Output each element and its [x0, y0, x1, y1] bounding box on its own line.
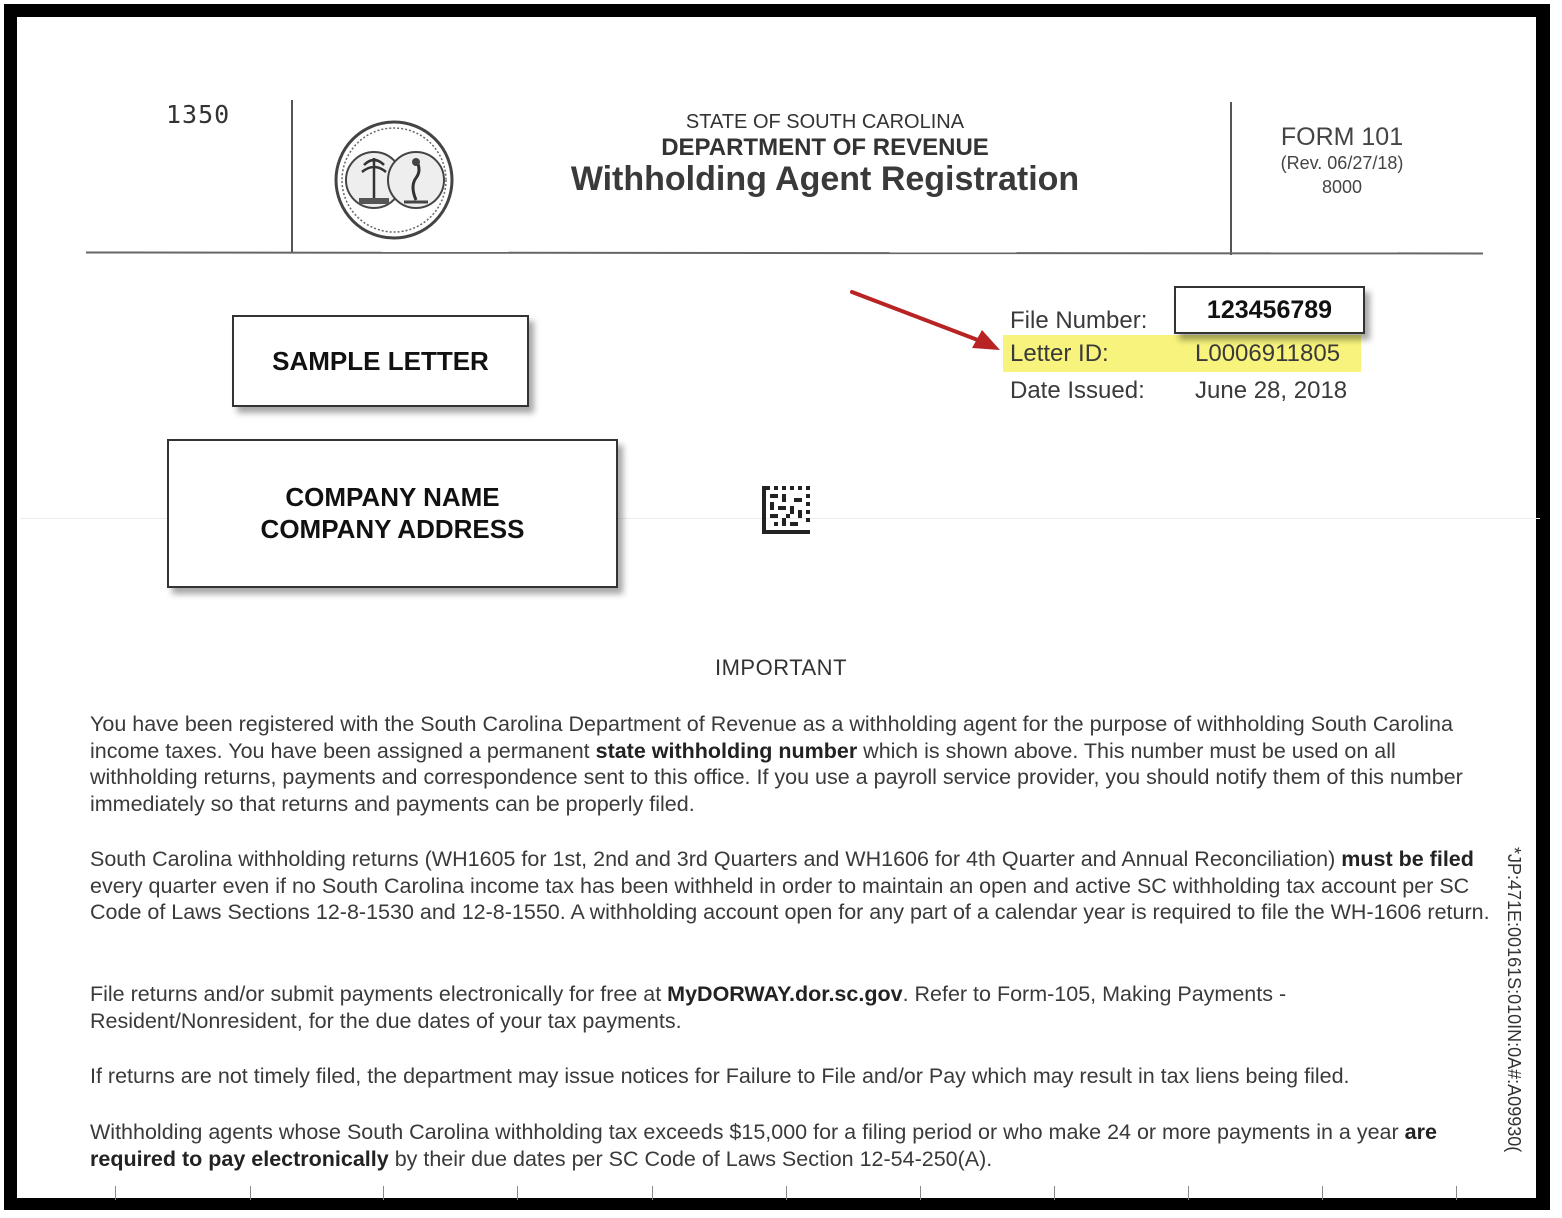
side-tracking-text: *JP:471E:00161S:010IN:0A#:A09930( — [1504, 847, 1524, 1153]
tick-mark — [1456, 1186, 1457, 1200]
form-id: 8000 — [1321, 177, 1363, 197]
form-number: FORM 101 — [1280, 123, 1404, 151]
side-tracking-code — [1478, 845, 1538, 1185]
tick-mark — [786, 1186, 787, 1200]
date-issued-value: June 28, 2018 — [1195, 377, 1348, 404]
tick-mark — [250, 1186, 251, 1200]
paragraph-electronic-filing: File returns and/or submit payments electronically for free at MyDORWAY.dor.sc.gov. Refer to Form-105, Making Payments - Resident/Nonresident, for the due dates of your tax payments. — [90, 982, 1287, 1033]
form-code: 1350 — [166, 100, 231, 129]
sample-letter-callout: SAMPLE LETTER — [232, 315, 529, 407]
tick-mark — [1054, 1186, 1055, 1200]
state-name: STATE OF SOUTH CAROLINA — [685, 111, 965, 133]
header-divider-right — [1230, 102, 1232, 255]
tick-mark — [517, 1186, 518, 1200]
company-address: COMPANY ADDRESS — [260, 514, 525, 544]
datamatrix-barcode-icon — [762, 486, 810, 534]
arrow-icon — [848, 286, 1008, 356]
tick-mark — [115, 1186, 116, 1200]
company-address-callout — [167, 439, 618, 588]
paragraph-registration: You have been registered with the South Carolina Department of Revenue as a withholding agent for the purpose of withholding South Carolina income taxes. You have been assigned a permanent state withholding number which is shown above. This number must be used on all withholding returns, payments and correspondence sent to this office. If you use a payroll service provider, you should notify them of this number immediately so that returns and payments can be properly filed. — [90, 712, 1463, 816]
document-title: Withholding Agent Registration — [570, 160, 1080, 198]
important-heading: IMPORTANT — [714, 655, 848, 680]
tick-mark — [383, 1186, 384, 1200]
department-name: DEPARTMENT OF REVENUE — [661, 134, 989, 161]
letter-id-label: Letter ID: — [1010, 340, 1109, 367]
paragraph-returns: South Carolina withholding returns (WH1605 for 1st, 2nd and 3rd Quarters and WH1606 for 4th Quarter and Annual Reconciliation) must be filed every quarter even if no South Carolina income tax has been withheld in order to maintain an open and active SC withholding tax account per SC Code of Laws Sections 12-8-1530 and 12-8-1550. A withholding account open for any part of a calendar year is required to file the WH-1606 return. — [90, 847, 1490, 924]
header-divider-left — [291, 100, 293, 253]
letter-id-value: L0006911805 — [1195, 340, 1341, 367]
tick-mark — [1322, 1186, 1323, 1200]
paragraph-penalties: If returns are not timely filed, the department may issue notices for Failure to File and/or Pay which may result in tax liens being filed. — [90, 1064, 1350, 1088]
state-seal-icon — [334, 120, 455, 241]
tick-mark — [920, 1186, 921, 1200]
tick-mark — [652, 1186, 653, 1200]
paragraph-electronic-payment: Withholding agents whose South Carolina withholding tax exceeds $15,000 for a filing period or who make 24 or more payments in a year are required to pay electronically by their due dates per SC Code of Laws Section 12-54-250(A). — [90, 1120, 1437, 1171]
date-issued-label: Date Issued: — [1010, 377, 1145, 404]
form-revision: (Rev. 06/27/18) — [1280, 153, 1404, 173]
file-number-value: 123456789 — [1174, 286, 1365, 334]
file-number-label: File Number: — [1010, 307, 1148, 334]
company-name: COMPANY NAME — [285, 482, 500, 512]
tick-mark — [1188, 1186, 1189, 1200]
